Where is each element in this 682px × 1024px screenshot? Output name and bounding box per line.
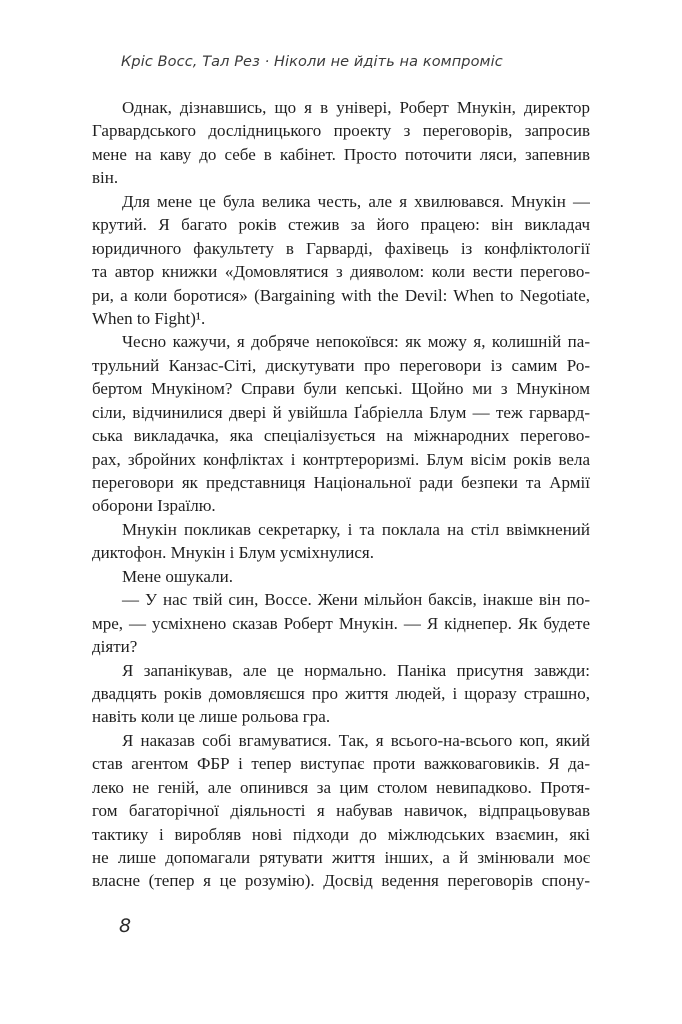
text-line: Однак, дізнавшись, що я в універі, Роберт Мнукін, директор bbox=[122, 98, 590, 117]
paragraph bbox=[92, 729, 590, 893]
paragraph bbox=[92, 659, 590, 729]
paragraph bbox=[92, 565, 590, 588]
running-header: Кріс Восс, Тал Рез · Ніколи не йдіть на компроміс bbox=[121, 54, 503, 70]
text-line: став агентом ФБР і тепер виступає проти важковаговиків. Я да- bbox=[92, 754, 590, 774]
text-line: Гарвардського дослідницького проекту з переговорів, запросив bbox=[92, 121, 590, 141]
text-line: переговори як представниця Національної ради безпеки та Армії bbox=[92, 473, 590, 492]
page-number: 8 bbox=[119, 915, 132, 937]
text-line: ська викладачка, яка спеціалізується на міжнародних перегово- bbox=[92, 426, 590, 446]
text-line: ри, а коли боротися» (Bargaining with the Devil: When to Negotiate, bbox=[92, 285, 590, 305]
paragraph bbox=[92, 190, 590, 331]
text-line: двадцять років домовляєшся про життя людей, і щоразу страшно, bbox=[92, 683, 590, 703]
text-line: власне (тепер я це розумію). Досвід ведення переговорів спону- bbox=[92, 871, 590, 891]
paragraph bbox=[92, 330, 590, 518]
text-line: Чесно кажучи, я добряче непокоївся: як можу я, колишній па- bbox=[122, 332, 590, 352]
paragraph bbox=[92, 518, 590, 565]
text-line: Для мене це була велика честь, але я хвилювався. Мнукін — bbox=[122, 191, 590, 211]
text-line: Мнукін покликав секретарку, і та поклала на стіл ввімкнений bbox=[122, 519, 590, 539]
text-line: — У нас твій син, Воссе. Жени мільйон баксів, інакше він по- bbox=[122, 590, 590, 610]
text-line: трульний Канзас-Сіті, дискутувати про переговори із самим Ро- bbox=[92, 355, 590, 375]
body-text bbox=[92, 96, 590, 893]
paragraph bbox=[92, 588, 590, 658]
text-line: бертом Мнукіном? Справи були кепські. Щойно ми з Мнукіном bbox=[92, 379, 590, 399]
text-line: мене на каву до себе в кабінет. Просто поточити ляси, запевнив bbox=[92, 144, 590, 164]
text-line: навіть коли це лише рольова гра. bbox=[92, 707, 331, 727]
text-line: тактику і виробляв нові підходи до міжлюдських взаємин, які bbox=[92, 824, 590, 844]
text-line: не лише допомагали рятувати життя інших, а й змінювали моє bbox=[92, 848, 590, 867]
text-line: та автор книжки «Домовлятися з дияволом: коли вести перегово- bbox=[92, 262, 590, 282]
text-line: рах, збройних конфліктах і контртероризмі. Блум вісім років вела bbox=[92, 449, 590, 469]
text-line: він. bbox=[92, 168, 119, 188]
text-line: гом багаторічної діяльності я набував навичок, відпрацьовував bbox=[92, 801, 590, 821]
text-line: When to Fight)¹. bbox=[92, 308, 206, 328]
text-line: Я запанікував, але це нормально. Паніка присутня завжди: bbox=[122, 660, 590, 680]
paragraph bbox=[92, 96, 590, 190]
text-line: леко не геній, але опинився за цим столом невипадково. Протя- bbox=[92, 777, 590, 797]
text-line: крутий. Я багато років стежив за його працею: він викладач bbox=[92, 215, 590, 235]
text-line: оборони Ізраїлю. bbox=[92, 496, 216, 516]
text-line: юридичного факультету в Гарварді, фахівець із конфліктології bbox=[92, 238, 590, 258]
text-line: диктофон. Мнукін і Блум усміхнулися. bbox=[92, 543, 374, 563]
text-line: Мене ошукали. bbox=[122, 566, 233, 586]
text-line: сіли, відчинилися двері й увійшла Ґабріелла Блум — теж гарвард- bbox=[92, 402, 590, 422]
text-line: діяти? bbox=[92, 637, 138, 657]
text-line: мре, — усміхнено сказав Роберт Мнукін. — Я кіднепер. Як будете bbox=[92, 613, 590, 633]
text-line: Я наказав собі вгамуватися. Так, я всього-на-всього коп, який bbox=[122, 730, 590, 750]
